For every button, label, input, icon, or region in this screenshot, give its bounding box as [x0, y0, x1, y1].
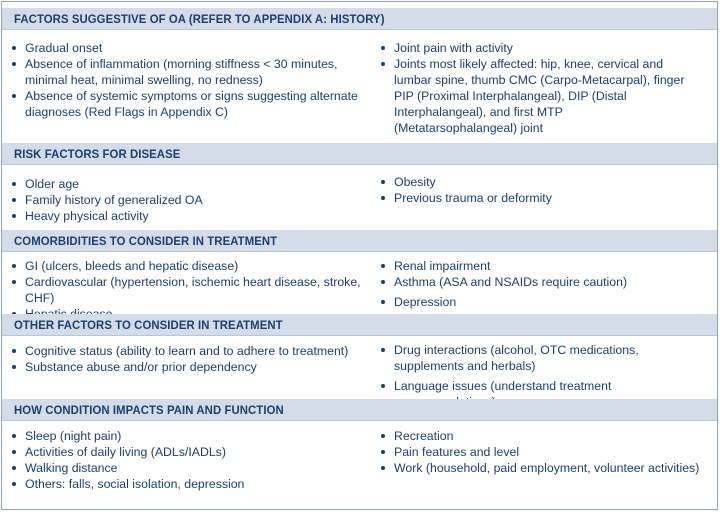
section-comorbidities-left: [10, 258, 370, 322]
section-factors-suggestive-left: [10, 40, 365, 120]
oa-factors-table: [1, 1, 718, 510]
list-item: Cardiovascular (hypertension, ischemic heart disease, stroke, CHF): [10, 274, 370, 306]
list-item: Family history of generalized OA: [10, 192, 365, 208]
section-other-factors-left: [10, 343, 370, 375]
section-factors-suggestive-right: [379, 40, 689, 136]
list-item: Obesity: [379, 174, 699, 190]
list-item: Joint pain with activity: [379, 40, 689, 56]
list-item: Work (household, paid employment, volunteer activities): [379, 460, 709, 476]
list-item: Activities of daily living (ADLs/IADLs): [10, 444, 370, 460]
section-condition-impacts-left: [10, 428, 370, 492]
section-condition-impacts-right: [379, 428, 709, 476]
list-item: Heavy physical activity: [10, 208, 365, 224]
list-item: Substance abuse and/or prior dependency: [10, 359, 370, 375]
list-item: Previous trauma or deformity: [379, 190, 699, 206]
list-item: Asthma (ASA and NSAIDs require caution): [379, 274, 699, 290]
section-comorbidities-right: [379, 258, 699, 314]
list-item: Walking distance: [10, 460, 370, 476]
list-item: Renal impairment: [379, 258, 699, 274]
list-item: Others: falls, social isolation, depression: [10, 476, 370, 492]
list-item: Older age: [10, 176, 365, 192]
list-item: Joints most likely affected: hip, knee, cervical and lumbar spine, thumb CMC (Carpo-Metacarpal), finger PIP (Proximal Interphalangeal), DIP (Distal Interphalangeal), and first MTP (Metatarsophalangeal) joint: [379, 56, 689, 136]
section-risk-factors-right: [379, 174, 699, 206]
section-risk-factors-left: [10, 176, 365, 224]
list-item: Gradual onset: [10, 40, 365, 56]
section-header-comorbidities: COMORBIDITIES TO CONSIDER IN TREATMENT: [2, 230, 717, 252]
list-item: Recreation: [379, 428, 709, 444]
list-item: Pain features and level: [379, 444, 709, 460]
list-item: Cognitive status (ability to learn and to adhere to treatment): [10, 343, 370, 359]
section-header-factors-suggestive: FACTORS SUGGESTIVE OF OA (REFER TO APPENDIX A: HISTORY): [2, 8, 717, 30]
section-header-condition-impacts: HOW CONDITION IMPACTS PAIN AND FUNCTION: [2, 399, 717, 421]
list-item: Absence of inflammation (morning stiffness < 30 minutes, minimal heat, minimal swelling, no redness): [10, 56, 365, 88]
list-item: Drug interactions (alcohol, OTC medications, supplements and herbals): [379, 342, 709, 374]
list-item: Language issues (understand treatment: [379, 378, 709, 410]
list-item: Depression: [379, 294, 699, 310]
list-item: GI (ulcers, bleeds and hepatic disease): [10, 258, 370, 274]
section-header-risk-factors: RISK FACTORS FOR DISEASE: [2, 143, 717, 165]
list-item: Absence of systemic symptoms or signs suggesting alternate diagnoses (Red Flags in Appendix C): [10, 88, 365, 120]
section-header-other-factors: OTHER FACTORS TO CONSIDER IN TREATMENT: [2, 314, 717, 336]
list-item: Sleep (night pain): [10, 428, 370, 444]
